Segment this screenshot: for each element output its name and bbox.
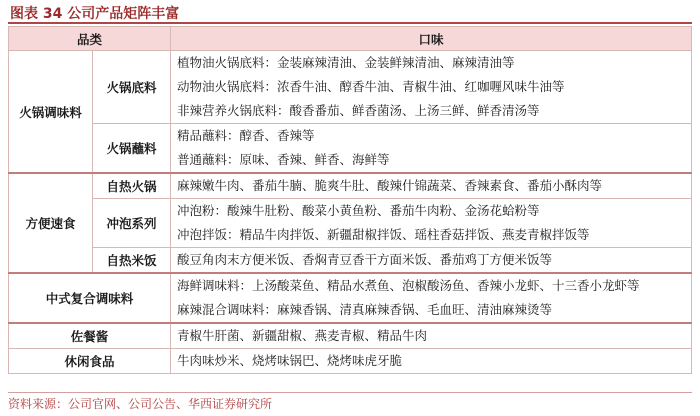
table-row (9, 349, 692, 374)
taste-cell (171, 323, 692, 349)
taste-line: 普通蘸料：原味、香辣、鲜香、海鲜等 (177, 152, 390, 167)
header-category: 品类 (9, 27, 171, 51)
taste-cell (171, 173, 692, 199)
taste-cell (171, 349, 692, 374)
taste-line: 牛肉味炒米、烧烤味锅巴、烧烤味虎牙脆 (177, 353, 403, 368)
header-taste: 口味 (171, 27, 692, 51)
source-note: 资料来源：公司官网、公司公告、华西证券研究所 (8, 397, 273, 411)
caption-divider (8, 22, 692, 24)
table-row (9, 124, 692, 174)
taste-line: 冲泡粉：酸辣牛肚粉、酸菜小黄鱼粉、番茄牛肉粉、金汤花蛤粉等 (177, 203, 540, 218)
table-row (9, 273, 692, 323)
table-row (9, 248, 692, 274)
figure-caption: 图表 34 公司产品矩阵丰富 (10, 6, 180, 22)
table-row (9, 199, 692, 248)
taste-line: 植物油火锅底料：金装麻辣清油、金装鲜辣清油、麻辣清油等 (177, 55, 515, 70)
taste-line: 冲泡拌饭：精品牛肉拌饭、新疆甜椒拌饭、瑶柱香菇拌饭、燕麦青椒拌饭等 (177, 227, 590, 242)
taste-cell (171, 51, 692, 124)
subcategory-self-heating-rice: 自热米饭 (93, 248, 171, 274)
table-header-row (9, 27, 692, 51)
subcategory-brew-series: 冲泡系列 (93, 199, 171, 248)
taste-line: 非辣营养火锅底料：酸香番茄、鲜香菌汤、上汤三鲜、鲜香清汤等 (177, 103, 540, 118)
table-row (9, 323, 692, 349)
category-instant-food: 方便速食 (9, 173, 93, 273)
taste-line: 麻辣嫩牛肉、番茄牛腩、脆爽牛肚、酸辣什锦蔬菜、香辣素食、番茄小酥肉等 (177, 178, 603, 193)
table-row (9, 51, 692, 124)
category-compound-seasoning: 中式复合调味料 (9, 273, 171, 323)
taste-line: 精品蘸料：醇香、香辣等 (177, 128, 315, 143)
subcategory-hotpot-dip: 火锅蘸料 (93, 124, 171, 174)
subcategory-hotpot-base: 火锅底料 (93, 51, 171, 124)
taste-line: 海鲜调味料：上汤酸菜鱼、精品水煮鱼、泡椒酸汤鱼、香辣小龙虾、十三香小龙虾等 (177, 278, 640, 293)
source-divider (8, 392, 692, 393)
taste-cell (171, 273, 692, 323)
product-matrix-table (8, 26, 692, 374)
taste-line: 酸豆角肉末方便米饭、香焖青豆香干方面米饭、番茄鸡丁方便米饭等 (177, 252, 553, 267)
taste-cell (171, 199, 692, 248)
taste-line: 动物油火锅底料：浓香牛油、醇香牛油、青椒牛油、红咖喱风味牛油等 (177, 79, 565, 94)
table-row (9, 173, 692, 199)
taste-line: 麻辣混合调味料：麻辣香锅、清真麻辣香锅、毛血旺、清油麻辣烫等 (177, 302, 553, 317)
taste-line: 青椒牛肝菌、新疆甜椒、燕麦青椒、精品牛肉 (177, 328, 428, 343)
subcategory-self-heating-hotpot: 自热火锅 (93, 173, 171, 199)
category-condiment-sauce: 佐餐酱 (9, 323, 171, 349)
taste-cell (171, 124, 692, 174)
category-snack-food: 休闲食品 (9, 349, 171, 374)
category-hotpot-seasoning: 火锅调味料 (9, 51, 93, 174)
taste-cell (171, 248, 692, 274)
